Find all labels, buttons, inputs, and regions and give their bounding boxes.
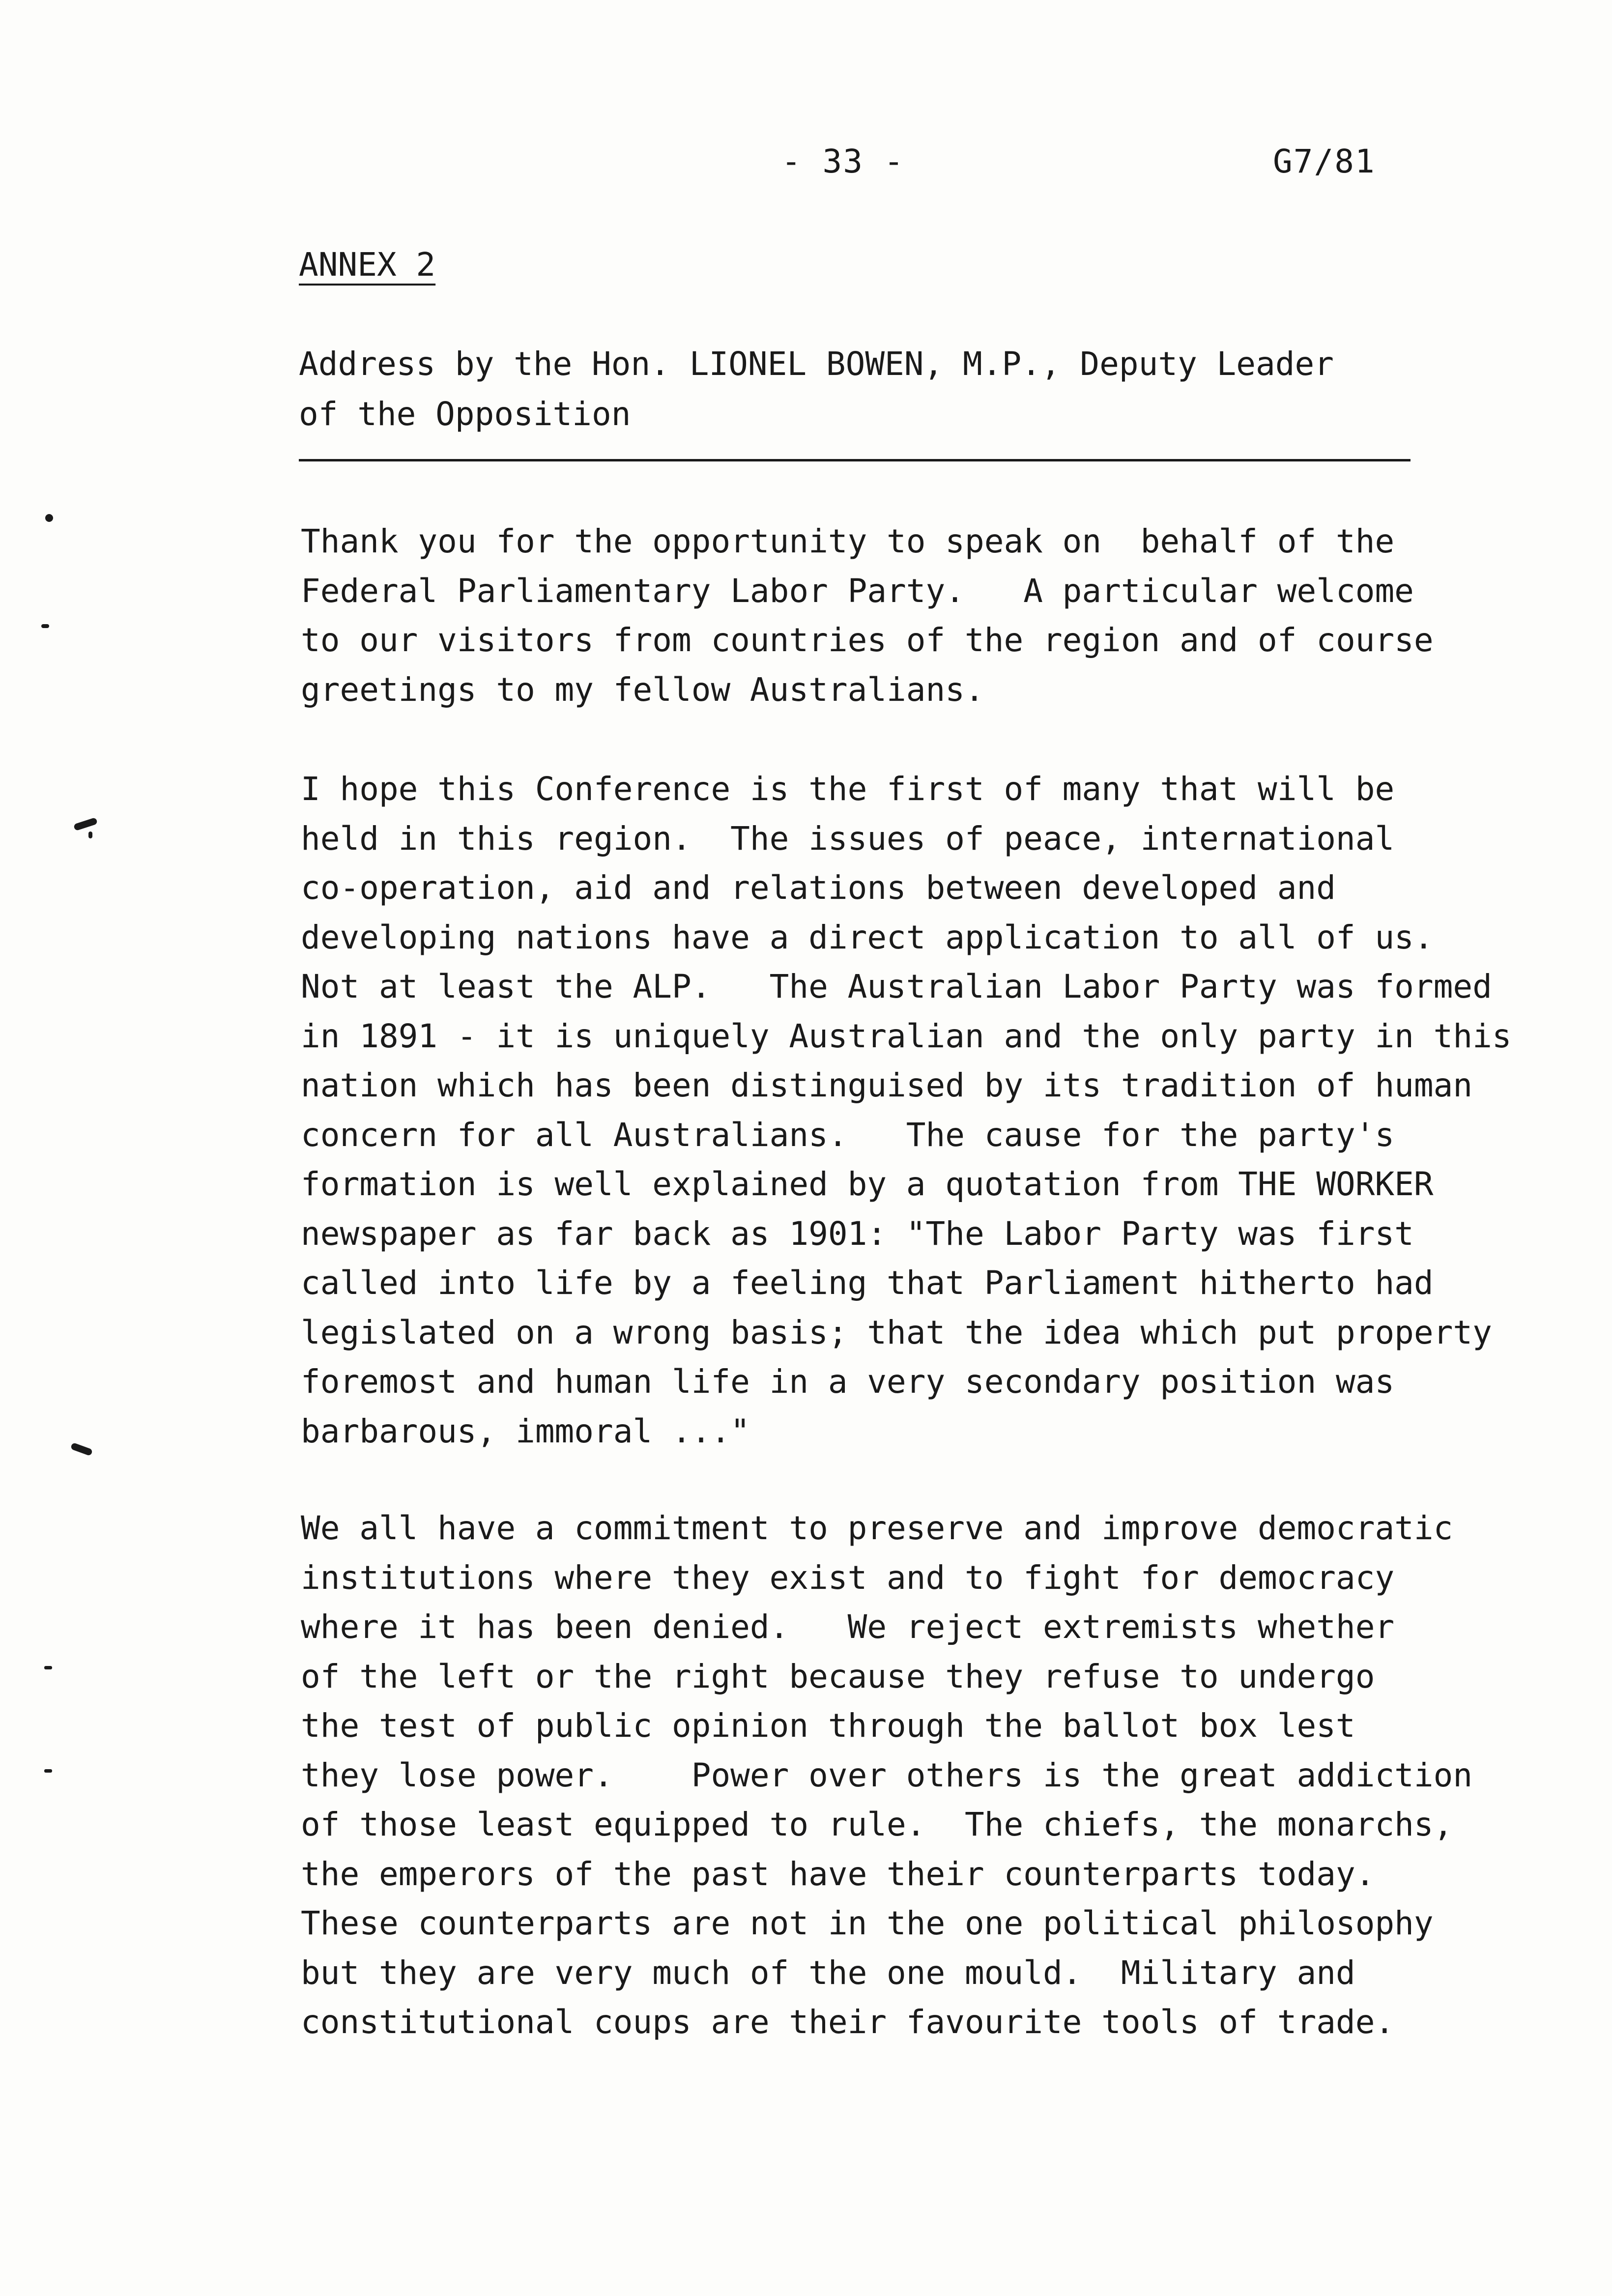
text-line: in 1891 - it is uniquely Australian and the only party in this: [301, 1017, 1512, 1055]
text-line: held in this region. The issues of peace, international: [301, 819, 1395, 858]
paragraph-3: [301, 1504, 1559, 2047]
annex-label: ANNEX 2: [299, 246, 436, 284]
text-line: nation which has been distinguised by its tradition of human: [301, 1066, 1473, 1104]
text-line: formation is well explained by a quotation from THE WORKER: [301, 1165, 1434, 1203]
heading-line: of the Opposition: [299, 395, 631, 433]
text-line: the emperors of the past have their counterparts today.: [301, 1855, 1375, 1893]
text-line: constitutional coups are their favourite tools of trade.: [301, 2003, 1395, 2041]
text-line: of the left or the right because they refuse to undergo: [301, 1657, 1375, 1695]
scan-speck: [45, 514, 53, 522]
document-reference: G7/81: [1273, 143, 1376, 180]
text-line: of those least equipped to rule. The chiefs, the monarchs,: [301, 1806, 1453, 1843]
text-line: greetings to my fellow Australians.: [301, 670, 984, 709]
text-line: co-operation, aid and relations between developed and: [301, 869, 1336, 907]
text-line: Thank you for the opportunity to speak on behalf of the: [301, 522, 1395, 560]
heading-line: Address by the Hon. LIONEL BOWEN, M.P., Deputy Leader: [299, 345, 1334, 383]
heading-rule: [299, 459, 1410, 461]
paragraph-1: [301, 517, 1559, 715]
text-line: where it has been denied. We reject extremists whether: [301, 1608, 1395, 1646]
scan-speck: [73, 817, 98, 831]
text-line: foremost and human life in a very secondary position was: [301, 1363, 1395, 1401]
scan-speck: [70, 1442, 93, 1456]
text-line: These counterparts are not in the one political philosophy: [301, 1904, 1434, 1942]
text-line: legislated on a wrong basis; that the idea which put property: [301, 1313, 1492, 1351]
scan-speck: [44, 1769, 52, 1773]
text-line: I hope this Conference is the first of many that will be: [301, 770, 1395, 808]
address-heading: [299, 339, 1429, 439]
text-line: they lose power. Power over others is the great addiction: [301, 1756, 1473, 1794]
text-line: called into life by a feeling that Parliament hitherto had: [301, 1264, 1434, 1302]
text-line: the test of public opinion through the ballot box lest: [301, 1707, 1355, 1745]
scan-speck: [88, 832, 92, 838]
text-line: to our visitors from countries of the region and of course: [301, 621, 1434, 659]
text-line: Federal Parliamentary Labor Party. A particular welcome: [301, 572, 1414, 610]
text-line: developing nations have a direct application to all of us.: [301, 918, 1434, 956]
text-line: concern for all Australians. The cause for the party's: [301, 1116, 1395, 1154]
text-line: We all have a commitment to preserve and improve democratic: [301, 1509, 1453, 1547]
text-line: barbarous, immoral ...": [301, 1412, 750, 1450]
text-line: institutions where they exist and to fight for democracy: [301, 1558, 1395, 1597]
text-line: newspaper as far back as 1901: "The Labor Party was first: [301, 1214, 1414, 1253]
text-line: but they are very much of the one mould. Military and: [301, 1953, 1355, 1992]
page-number: - 33 -: [781, 143, 905, 180]
paragraph-2: [301, 765, 1559, 1456]
scan-speck: [44, 1666, 52, 1669]
scan-speck: [41, 624, 49, 628]
text-line: Not at least the ALP. The Australian Labor Party was formed: [301, 968, 1492, 1005]
